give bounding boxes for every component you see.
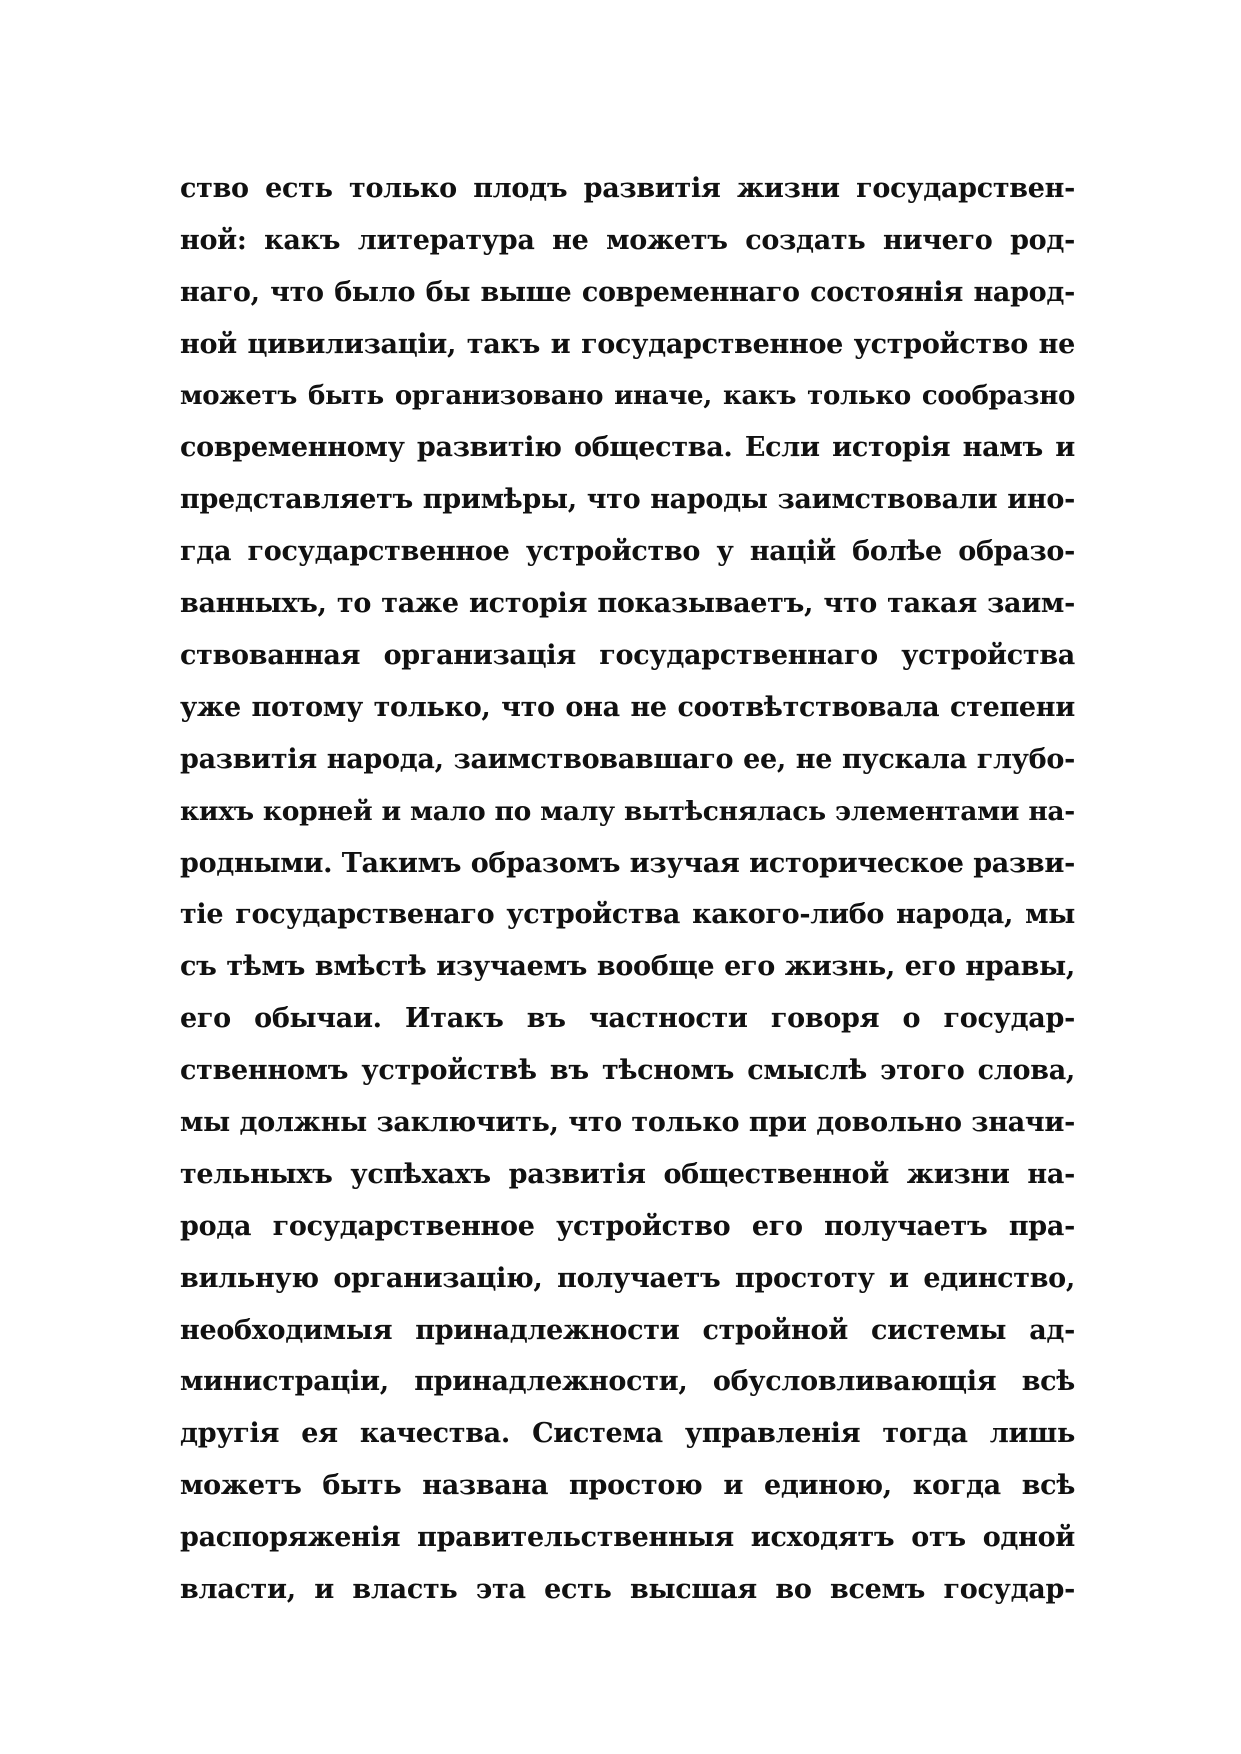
text-line: ствованная организація государственнаго устройства (180, 640, 1075, 672)
text-line: наго, что было бы выше современнаго состоянія народ- (180, 276, 1075, 308)
text-line: современному развитію общества. Если исторія намъ и (180, 432, 1075, 464)
text-line: рода государственное устройство его получаетъ пра- (180, 1210, 1075, 1242)
text-line: кихъ корней и мало по малу вытѣснялась элементами на- (180, 795, 1075, 827)
text-line: съ тѣмъ вмѣстѣ изучаемъ вообще его жизнь, его нравы, (180, 951, 1075, 983)
text-line: можетъ быть названа простою и единою, когда всѣ (180, 1470, 1075, 1502)
text-line: гда государственное устройство у націй болѣе образо- (180, 536, 1075, 568)
text-line: ственномъ устройствѣ въ тѣсномъ смыслѣ этого слова, (180, 1055, 1075, 1087)
text-line: вильную организацію, получаетъ простоту и единство, (180, 1262, 1075, 1294)
text-line: его обычаи. Итакъ въ частности говоря о государ- (180, 1003, 1075, 1035)
text-line: необходимыя принадлежности стройной системы ад- (180, 1314, 1075, 1346)
text-line: развитія народа, заимствовавшаго ее, не пускала глубо- (180, 743, 1075, 775)
text-line: тіе государственаго устройства какого-либо народа, мы (180, 899, 1075, 931)
text-line: представляетъ примѣры, что народы заимствовали ино- (180, 484, 1075, 516)
text-line: можетъ быть организовано иначе, какъ только сообразно (180, 380, 1075, 411)
text-line: другія ея качества. Система управленія тогда лишь (180, 1418, 1075, 1450)
text-line: тельныхъ успѣхахъ развитія общественной жизни на- (180, 1158, 1075, 1190)
text-line: уже потому только, что она не соотвѣтствовала степени (180, 691, 1075, 723)
text-line: власти, и власть эта есть высшая во всемъ государ- (180, 1574, 1075, 1606)
text-line: родными. Такимъ образомъ изучая историческое разви- (180, 847, 1075, 879)
text-line: мы должны заключить, что только при довольно значи- (180, 1107, 1075, 1139)
body-text (180, 163, 1075, 1616)
text-line: ной цивилизаціи, такъ и государственное устройство не (180, 328, 1075, 360)
text-line: ванныхъ, то таже исторія показываетъ, что такая заим- (180, 588, 1075, 620)
text-line: распоряженія правительственныя исходятъ отъ одной (180, 1522, 1075, 1554)
text-line: министраціи, принадлежности, обусловливающія всѣ (180, 1366, 1075, 1398)
text-line: ной: какъ литература не можетъ создать ничего род- (180, 224, 1075, 256)
text-line: ство есть только плодъ развитія жизни государствен- (180, 173, 1075, 204)
